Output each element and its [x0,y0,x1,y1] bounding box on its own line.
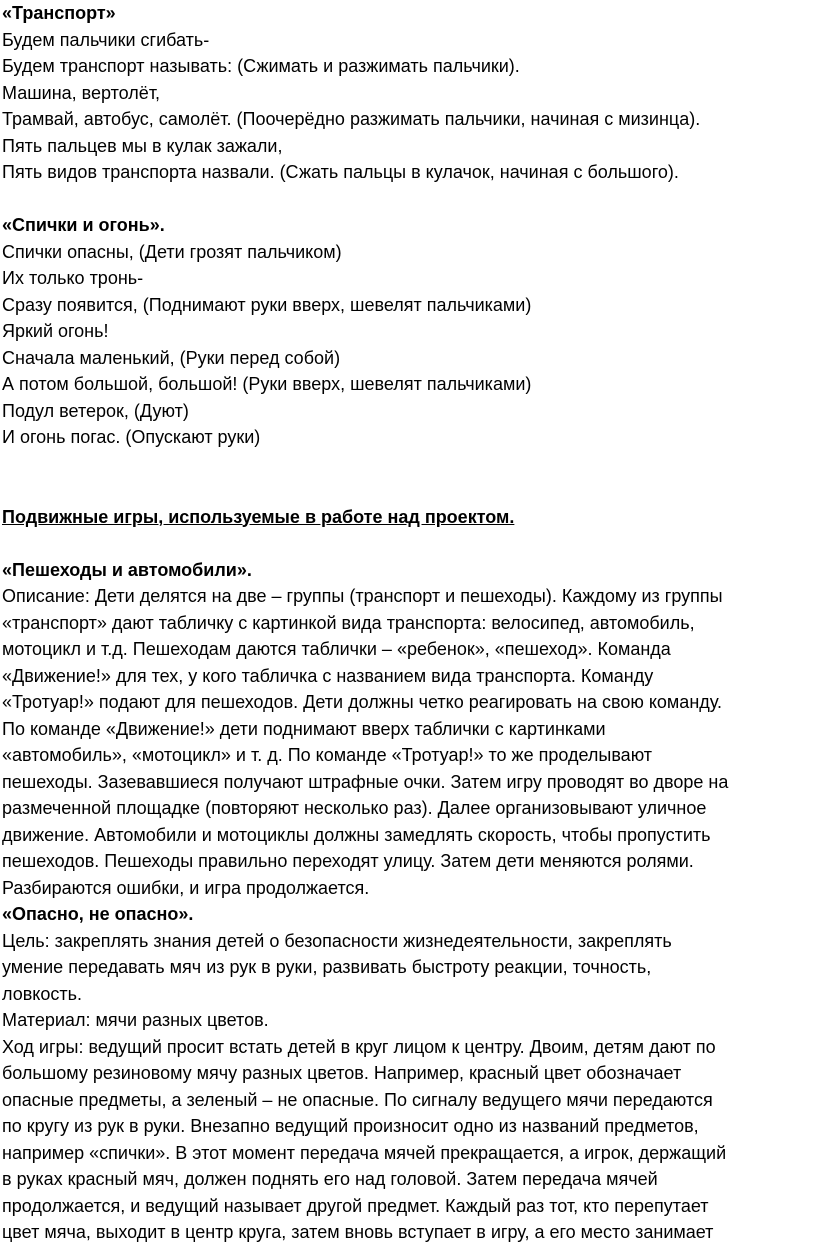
danger-line: по кругу из рук в руки. Внезапно ведущий произносит одно из названий предметов, [2,1116,699,1136]
pedestrians-line: «автомобиль», «мотоцикл» и т. д. По команде «Тротуар!» то же проделывают [2,745,653,765]
transport-line: Трамвай, автобус, самолёт. (Поочерёдно разжимать пальчики, начиная с мизинца). [2,109,701,129]
danger-title: «Опасно, не опасно». [2,904,194,924]
pedestrians-line: Разбираются ошибки, и игра продолжается. [2,877,370,898]
pedestrians-line: размеченной площадке (повторяют несколько раз). Далее организовывают уличное [2,798,707,818]
danger-game [2,901,814,1246]
pedestrians-line: Описание: Дети делятся на две – группы (транспорт и пешеходы). Каждому из группы [2,586,723,606]
matches-line: Подул ветерок, (Дуют) [2,400,189,421]
blank-line [2,186,814,213]
transport-line: Пять пальцев мы в кулак зажали, [2,135,283,156]
transport-line: Будем транспорт называть: (Сжимать и разжимать пальчики). [2,56,520,76]
danger-line: Ход игры: ведущий просит встать детей в круг лицом к центру. Двоим, детям дают по [2,1036,716,1057]
pedestrians-title: «Пешеходы и автомобили». [2,559,252,580]
pedestrians-line: мотоцикл и т.д. Пешеходам даются таблички – «ребенок», «пешеход». Команда [2,639,671,659]
section-heading: Подвижные игры, используемые в работе над проектом. [2,506,515,527]
pedestrians-line: пешеходы. Зазевавшиеся получают штрафные очки. Затем игру проводят во дворе на [2,771,729,792]
matches-line: Их только тронь- [2,268,144,288]
danger-line: например «спички». В этот момент передача мячей прекращается, а игрок, держащий [2,1142,727,1163]
matches-line: Яркий огонь! [2,321,109,341]
danger-line: ловкость. [2,983,82,1004]
danger-line: опасные предметы, а зеленый – не опасные. По сигналу ведущего мячи передаются [2,1089,713,1110]
pedestrians-line: движение. Автомобили и мотоциклы должны замедлять скорость, чтобы пропустить [2,824,711,845]
matches-line: Спички опасны, (Дети грозят пальчиком) [2,241,342,262]
pedestrians-line: «Движение!» для тех, у кого табличка с названием вида транспорта. Команду [2,665,654,686]
danger-line: продолжается, и ведущий называет другой предмет. Каждый раз тот, кто перепутает [2,1195,709,1216]
transport-line: Машина, вертолёт, [2,82,161,103]
transport-line: Будем пальчики сгибать- [2,29,210,50]
pedestrians-line: пешеходов. Пешеходы правильно переходят улицу. Затем дети меняются ролями. [2,851,694,871]
blank-line [2,451,814,504]
transport-line: Пять видов транспорта назвали. (Сжать пальцы в кулачок, начиная с большого). [2,162,679,182]
matches-line: И огонь погас. (Опускают руки) [2,427,261,447]
pedestrians-line: По команде «Движение!» дети поднимают вверх таблички с картинками [2,718,606,739]
transport-rhyme [2,0,814,186]
danger-line: умение передавать мяч из рук в руки, развивать быстроту реакции, точность, [2,957,652,977]
matches-line: Сначала маленький, (Руки перед собой) [2,347,341,368]
pedestrians-game [2,557,814,902]
danger-line: цвет мяча, выходит в центр круга, затем вновь вступает в игру, а его место занимает [2,1222,714,1242]
pedestrians-line: «транспорт» дают табличку с картинкой вида транспорта: велосипед, автомобиль, [2,612,695,633]
matches-rhyme [2,212,814,451]
transport-title: «Транспорт» [2,3,116,23]
danger-line: большому резиновому мячу разных цветов. Например, красный цвет обозначает [2,1063,682,1083]
blank-line [2,530,814,557]
pedestrians-line: «Тротуар!» подают для пешеходов. Дети должны четко реагировать на свою команду. [2,692,722,712]
danger-line: Материал: мячи разных цветов. [2,1010,269,1030]
matches-title: «Спички и огонь». [2,215,165,235]
matches-line: А потом большой, большой! (Руки вверх, шевелят пальчиками) [2,374,532,394]
danger-line: в руках красный мяч, должен поднять его над головой. Затем передача мячей [2,1169,658,1189]
danger-line: Цель: закреплять знания детей о безопасности жизнедеятельности, закреплять [2,930,672,951]
matches-line: Сразу появится, (Поднимают руки вверх, шевелят пальчиками) [2,294,532,315]
